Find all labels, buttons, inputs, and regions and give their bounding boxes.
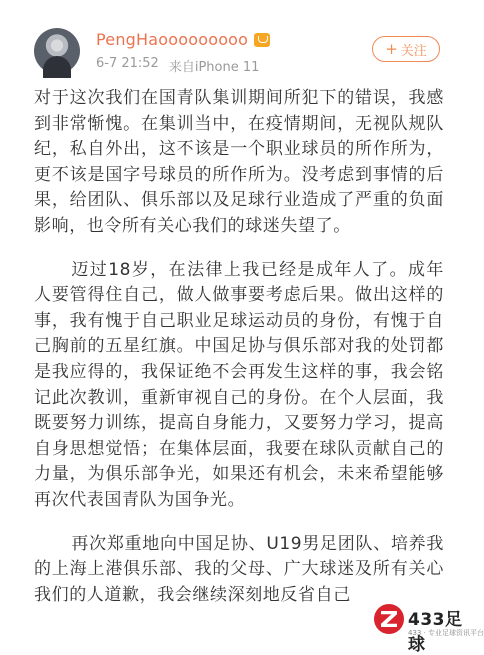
vip-badge-icon [254,33,270,47]
watermark-brand: 433足球 [408,610,463,655]
watermark-tagline: 433 · 专业足球资讯平台 [408,629,484,637]
post-source: 来自iPhone 11 [168,60,260,75]
username[interactable]: PengHaooooooooo [96,30,249,49]
follow-button[interactable] [372,36,440,62]
post-paragraph-3: 再次郑重地向中国足协、U19男足团队、培养我的上海上港俱乐部、我的父母、广大球迷及所有关心我们的人道歉，我会继续深刻地反省自己 [34,533,444,605]
post-paragraph-1: 对于这次我们在国青队集训期间所犯下的错误，我感到非常惭愧。在集训当中，在疫情期间，无视队规队纪，私自外出，这不该是一个职业球员的所作所为，更不该是国字号球员的所作所为。没考虑到事情的后果，给团队、俱乐部以及足球行业造成了严重的负面影响，也令所有关心我们的球迷失望了。 [34,88,444,236]
paragraph-spacer [34,514,444,532]
follow-label: 关注 [400,43,427,59]
post-body [34,86,444,608]
plus-icon: + [385,39,398,58]
paragraph-spacer [34,240,444,258]
post-timestamp: 6-7 21:52 [96,56,159,71]
username-row [96,30,270,49]
post-header [0,0,472,86]
user-avatar[interactable] [34,28,80,74]
brand-logo-icon [374,604,404,634]
watermark [374,602,484,655]
post-meta [96,56,259,75]
post-paragraph-2: 迈过18岁，在法律上我已经是成年人了。成年人要管得住自己，做人做事要考虑后果。做出这样的事，我有愧于自己职业足球运动员的身份，有愧于自己胸前的五星红旗。中国足协与俱乐部对我的处罚都是我应得的，我保证绝不会再发生这样的事，我会铭记此次教训，重新审视自己的身份。在个人层面，我既要努力训练，提高自身能力，又要努力学习，提高自身思想觉悟；在集体层面，我要在球队贡献自己的力量，为俱乐部争光，如果还有机会，未来希望能够再次代表国青队为国争光。 [34,259,444,510]
